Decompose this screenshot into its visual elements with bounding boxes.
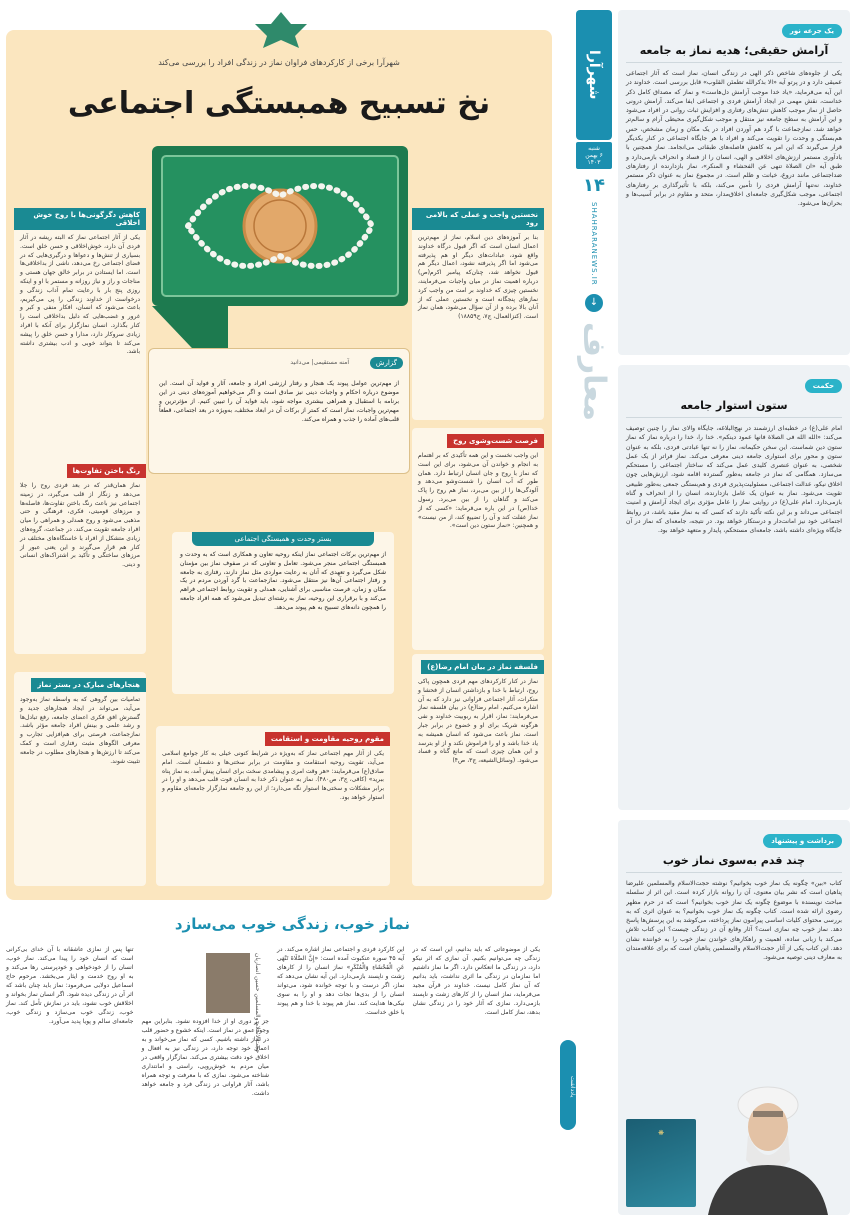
box-body: یکی از آثار اجتماعی نماز که البته ریشه در آثار فردی آن دارد، خوش‌اخلاقی و حسن خلق است. بسیاری از تنش‌ها و دعواها و درگیری‌هایی که در فضای اجتماعی رخ می‌دهد، ناشی از بداخلاقی‌ها است. اما ایستادن در برابر خالق جهان هستی و مناجات و راز و نیاز روزانه و مستمر با او و اینکه روزی پنج بار با رعایت تمام آداب زندگی و درخواست از خداوند زندگی را پی می‌گیریم، باعث می‌شود که انسان، افکار منفی و کبر و غرور و غضب‌هایی که دلیل بداخلاقی است را کنار بگذارد. انسان نمازگزار برای آنکه با افراد زیادی سروکار دارد، مدارا و حسن خلق را پیشه می‌کند تا بتواند خوبی و ادب بیشتری داشته باشد. — [20, 234, 140, 356]
box-body: نماز همان‌قدر که در بعد فردی روح را جلا می‌دهد و زنگار از قلب می‌گیرد، در زمینه اجتماعی نیز باعث رنگ باختن تفاوت‌ها، فاصله‌ها و مرزهای قومیتی، فکری، فرهنگی و حتی مذهبی می‌شود و روح همدلی و همراهی را میان افراد جامعه تقویت می‌کند. در جماعت، گروه‌های زیادی متشکل از افراد با خاستگاه‌های مختلف در کنار هم قرار می‌گیرند و این یعنی عبور از مرزهای ساختگی و تأکید بر اشتراک‌های انسانی و دینی. — [20, 482, 140, 569]
box-body: از مهم‌ترین برکات اجتماعی نماز اینکه روحیه تعاون و همکاری است که به وحدت و همبستگی اجتماعی منجر می‌شود. تعامل و تعاونی که در صفوف نماز بین مؤمنان شکل می‌گیرد و تعهدی که آنان به رعایت مواردی مثل نماز دارند، رفتاری به جامعه و رفتار اجتماعی آن‌ها نیز منتقل می‌شود. نمازجماعت با گرد آوردن مردم در یک مکان و زمان، فرصت مناسبی برای آشنایی، همدلی و تقویت روابط اجتماعی فراهم می‌کند و با برقراری این روحیه، نماز به رشته‌ای تبدیل می‌شود که همه افراد جامعه را همچون دانه‌های تسبیح به هم پیوند می‌دهد. — [180, 551, 386, 611]
issue-date — [576, 142, 612, 169]
brand-sidebar — [576, 10, 612, 900]
box-heading: رنگ باختن تفاوت‌ها — [67, 464, 146, 478]
arrow-down-icon: ↓ — [585, 294, 603, 312]
card-body: کتاب «بین» چگونه یک نماز خوب بخوانیم؟ نوشته حجت‌الاسلام والمسلمین علیرضا پناهیان است که نشر بیان معنوی، آن را روانه بازار کرده است. این اثر از سلسله مباحث نویسنده با موضوع چگونه یک نماز خوب بخوانیم؟ است که در حرم مطهر رضوی ارائه شده است. کتاب چگونه یک نماز خوب بخوانیم؟ به عنوان اثری که به بررسی محتوای کلیات اساسی پیرامون نماز پرداخته، می‌کوشد به این پرسش‌ها پاسخ دهد. نماز خوب چه نمازی است؟ آثار وقایع آن در زندگی چیست؟ این کتاب تلاش می‌کند با زبانی ساده، اهمیت و راهکارهای خواندن نماز خوب را به خواننده نشان دهد. این کتاب یکی از آثار حجت‌الاسلام والمسلمین پناهیان است که برای علاقه‌مندان به معارف دینی توصیه می‌شود. — [626, 880, 842, 962]
box-heading: فلسفه نماز در بیان امام رضا(ع) — [421, 660, 544, 674]
report-tag: گزارش — [370, 357, 403, 369]
card-title: چند قدم به‌سوی نماز خوب — [626, 854, 842, 873]
box-heading: بستر وحدت و همبستگی اجتماعی — [192, 532, 374, 546]
book-cover-image: ❋ — [626, 1119, 696, 1207]
box-body: یکی از آثار مهم اجتماعی نماز که به‌ویژه در شرایط کنونی خیلی به کار جوامع اسلامی می‌آید، تقویت روحیه استقامت و مقاومت در برابر سختی‌ها و دشمنان است. امام صادق(ع) می‌فرمایند: «هر وقت امری و پیشامدی سخت برای انسان پیش آمد، به نماز پناه ببرید» (کافی، ج۳، ص۴۸۰). نماز به عنوان ذکر خدا به انسان قوت قلب می‌دهد و او را در برابر مشکلات و سختی‌ها استوار نگه می‌دارد؛ از این رو جامعه نمازگزار جامعه‌ای مقاوم و استوار خواهد بود. — [162, 750, 384, 801]
article-column: جز بر دوری او از خدا افزوده نشود. بنابراین مهم وجود عمق در نماز است. اینکه خشوع و حضور قلب در نماز داشته باشیم. کسی که نماز می‌خواند و به اعمال خود توجه دارد، در زندگی نیز به افعال و اخلاق خود دقت بیشتری می‌کند. نمازگزار واقعی در میان مردم به خوش‌رویی، راستی و امانتداری شناخته می‌شود. نمازی که با معرفت و توجه همراه باشد، آثار فراوانی در زندگی فرد و جامعه خواهد داشت. — [141, 1018, 269, 1097]
ornament-icon — [251, 10, 311, 50]
bottom-article — [6, 905, 540, 1215]
box-fading-differences — [14, 458, 146, 654]
feature-title: نخ تسبیح همبستگی اجتماعی — [67, 86, 491, 121]
feature-subtitle: شهرآرا برخی از کارکردهای فراوان نماز در زندگی افراد را بررسی می‌کند — [158, 58, 400, 67]
logo-text: شهرآرا — [586, 50, 602, 100]
box-body: تمامیات بین گروهی که به واسطه نماز به‌وجود می‌آید، می‌تواند در ایجاد هنجارهای جدید و گسترش افق فکری اعضای جامعه، رفع تبادل‌ها و رشد علمی و بینش افراد جامعه مؤثر باشد. نمازجماعت، فرصتی برای هم‌افزایی تجارب و معرفی الگوهای مثبت رفتاری است و کمک می‌کند تا ارزش‌ها و هنجارهای مطلوب در جامعه تثبیت شوند. — [20, 696, 140, 765]
box-heading: مقوم روحیه مقاومت و استقامت — [265, 732, 390, 746]
article-columns — [6, 945, 540, 1215]
report-box — [148, 348, 410, 474]
box-imam-reza — [412, 654, 544, 886]
box-body: نماز در کنار کارکردهای مهم فردی همچون پاکی روح، ارتباط با خدا و بازداشتن انسان از فحشا و منکرات، آثار اجتماعی فراوانی نیز دارد که به آن اشاره می‌کنیم. امام رضا(ع) در بیان فلسفه نماز می‌فرمایند: نماز، اقرار به ربوبیت خداوند و نفی هرگونه شریک برای او و خضوع در برابر جبار است. نماز باعث می‌شود که انسان همیشه به یاد خدا باشد و او را فراموش نکند و از او بترسد و این همان چیزی است که مانع گناه و فساد می‌شود. (وسائل‌الشیعه، ج۳، ص۴) — [418, 678, 538, 765]
article-column: یکی از موضوعاتی که باید بدانیم، این است که در زندگی چه می‌توانیم بکنیم. آن نمازی که اثر نیکو دارد، در زندگی ما انعکاس دارد. اگر ما نماز داشتیم اما نمازمان در زندگی ما اثری نداشت، باید بدانیم که آن نماز کامل نیست. خداوند در قرآن مجید می‌فرماید، نماز انسان را از کارهای زشت و ناپسند بازمی‌دارد. نمازی که آثار خود را در زندگی نشان بدهد، نماز کامل است. — [412, 946, 540, 1016]
article-column: این کارکرد فردی و اجتماعی نماز اشاره می‌کند. در آیه ۴۵ سوره عنکبوت آمده است: «إِنَّ الصَّلَاةَ تَنْهَی عَنِ الْفَحْشَاءِ وَالْمُنْكَرِ» نماز انسان را از کارهای زشت و ناپسند بازمی‌دارد. این آیه نشان می‌دهد که نماز، اگر درست و با توجه خوانده شود، می‌تواند انسان را از بدی‌ها نجات دهد و او را به سوی نیکی‌ها هدایت کند. نماز هم پیوند با خدا و هم پیوند با خلق خداست. — [277, 946, 405, 1016]
memo-label: یادداشت — [560, 1040, 576, 1130]
card-body: یکی از جلوه‌های شاخص ذکر الهی در زندگی انسان، نماز است که آثار اجتماعی عمیقی دارد و در پرتو آیه «الا بذکرالله تطمئن القلوب» قابل بررسی است. خداوند در این آیه می‌فرماید، «یاد خدا موجب آرامش دل‌هاست» و نماز که مصداق کامل ذکر خداست، نقش مهمی در ایجاد آرامش فردی و اجتماعی ایفا می‌کند. آرامش درونی حاصل از نماز موجب کاهش تنش‌های رفتاری و افزایش ثبات روانی در افراد می‌شود و این آرامش به سطح جامعه نیز منتقل و موجب شکل‌گیری محیطی آرام و سالم‌تر خواهد شد. نمازجماعت با گرد هم آوردن افراد در یک مکان و زمان مشخص، حس هم‌بستگی و وحدت را تقویت می‌کند و افراد با هر جایگاه اجتماعی در کنار یکدیگر قرار می‌گیرند که این امر به کاهش فاصله‌های طبقاتی می‌انجامد. نماز همچنین با یادآوری مستمر ارزش‌های اخلاقی و الهی، انسان را از فساد و انحراف بازمی‌دارد و طبق آیه «ان الصلاة تنهی عن الفحشاء و المنکر»، نماز بازدارنده از رفتارهای ضداجتماعی مانند دروغ، خیانت و ظلم است. در مجموع نماز به عنوان ذکر مستمر خداوند، نه‌تنها آرامش فردی را تأمین می‌کند، بلکه با تأثیرگذاری بر رفتارهای اجتماعی، موجب شکل‌گیری جامعه‌ای اخلاق‌مدار، متحد و مقاوم در برابر آسیب‌ها و بحران‌ها می‌شود. — [626, 70, 842, 208]
article-column: تنها پس از نمازی عاشقانه با آن خدای بی‌کرانی است که انسان خود را پیدا می‌کند. نماز خوب، انسان را از خودخواهی و خودپرستی رها می‌کند و به او روح خدمت و ایثار می‌بخشد. مرحوم حاج اسماعیل دولابی می‌فرمود: نماز باید چنان باشد که اثر آن در زندگی دیده شود. اگر انسان نماز بخواند و اخلاقش خوب نشود، باید در نمازش تأمل کند. نماز خوب، زندگی خوب می‌سازد و زندگی خوب، جامعه‌ای سالم و پویا پدید می‌آورد. — [6, 946, 134, 1025]
article-title: نماز خوب، زندگی خوب می‌سازد — [174, 915, 410, 933]
feature-article — [6, 30, 552, 900]
card-title: آرامش حقیقی؛ هدیه نماز به جامعه — [626, 44, 842, 63]
section-title: معارف — [576, 321, 612, 421]
report-author: آمنه مستقیمی‌|‌ می‌دانید — [290, 359, 349, 366]
box-resistance — [156, 726, 390, 886]
right-column — [618, 10, 850, 1215]
box-unity — [172, 532, 394, 694]
column-card-peace — [618, 10, 850, 355]
box-blessed-norms — [14, 672, 146, 886]
issue-day: شنبه — [588, 145, 600, 152]
column-card-book — [618, 820, 850, 1215]
card-kicker: برداشت و پیشنهاد — [763, 834, 842, 848]
page-number: ۱۴ — [583, 175, 605, 196]
box-soul-washing — [412, 428, 544, 650]
newspaper-logo — [576, 10, 612, 140]
issue-date-text: ۶ بهمن ۱۴۰۳ — [585, 152, 603, 166]
box-heading: نخستین واجب و عملی که بالامی رود — [412, 208, 544, 230]
report-body: از مهم‌ترین عوامل پیوند یک هنجار و رفتار ارزشی افراد و جامعه، آثار و فواید آن است. این موضوع درباره احکام و واجبات دینی نیز صادق است و اگر می‌خواهیم آموزه‌های دینی در این برنامه با استقبال و همراهی بیشتری مواجه شود، باید فواید آن را تبیین کنیم. از مؤثرترین و مهم‌ترین واجبات، نماز است که کمتر از برکات آن در ابعاد مختلف، به‌ویژه در بعد اجتماعی، قطعاً قلب‌های آماده را جذب و همراه می‌کند. — [159, 380, 399, 423]
card-body: امام علی(ع) در خطبه‌ای ارزشمند در نهج‌البلاغه، جایگاه والای نماز را چنین توصیف می‌کند: «الله الله فی الصلاة فانها عمود دینکم». خدا را، خدا را درباره نماز که نماز ستون دین شماست. این سخن حکیمانه، نماز را نه تنها عبادتی فردی، بلکه به عنوان ستون و محور برای استواری جامعه دینی معرفی می‌کند. نماز فراتر از یک عمل شخصی، به عنوان عنصری کلیدی عمل می‌کند که ساختار اجتماعی را مستحکم می‌سازد. همگامی که نماز در جامعه به‌طور گسترده اقامه شود، ارزش‌هایی چون اخلاق نیکو، عدالت اجتماعی، مسئولیت‌پذیری فردی و هم‌بستگی جمعی به‌طور طبیعی تقویت می‌شود. نماز به عنوان یک عامل بازدارنده، انسان را از انحراف و گناه بازمی‌دارد. امام علی(ع) در روایتی نماز را عامل مؤثری برای ایجاد آرامش و امنیت اجتماعی می‌داند و بر این نکته تأکید دارند که کسی که به نماز مقید باشد، در روابط اجتماعی خود نیز امانت‌دار و درستکار خواهد بود. در نتیجه، جامعه‌ای که نماز در آن جایگاه ویژه‌ای داشته باشد، جامعه‌ای مستحکم، پایدار و متعهد خواهد بود. — [626, 425, 842, 535]
box-body: بنا بر آموزه‌های دین اسلام، نماز از مهم‌ترین اعمال انسان است که اگر قبول درگاه خداوند واقع شود، عبادات‌های دیگر او هم پذیرفته می‌شود اما اگر پذیرفته نشود، اعمال دیگر هم قبول نخواهد شد، چنان‌که پیامبر اکرم(ص) درباره اهمیت نماز در میان واجبات می‌فرمایند، نخستین چیزی که خداوند بر امت من واجب کرد نمازهای پنجگانه است و نخستین عملی که از آنان بالا برده و از آن سؤال می‌شود، همان نماز است. (کنزالعمال، ج۷، ح۱۸۸۵۹) — [418, 234, 538, 321]
box-heading: فرصت شست‌وشوی روح — [447, 434, 544, 448]
box-body: این واجب نخست و این همه تأکیدی که بر اهتمام به انجام و خواندن آن می‌شود، برای این است که نماز با روح و جان انسان ارتباط دارد. همان طور که آب انسان را شست‌وشو می‌دهد و آلودگی‌ها را از بین می‌برد، نماز هم روح را پاک می‌کند و گناهان را از بین می‌برد. رسول خدا(ص) در این باره می‌فرماید: «کسی که از نماز غفلت کند و آن را تضییع کند، از من نیست» و همچنین: «نماز ستون دین است». — [418, 452, 538, 530]
author-portrait-image — [698, 1065, 838, 1215]
card-kicker: حکمت — [805, 379, 842, 393]
box-first-obligation — [412, 208, 544, 420]
box-heading: هنجارهای مبارک در بستر نماز — [31, 678, 146, 692]
card-kicker: یک جرعه نور — [782, 24, 842, 38]
author-name: حجت‌الاسلام والمسلمین حسین انصاریان — [254, 953, 261, 1054]
card-title: ستون استوار جامعه — [626, 399, 842, 418]
box-good-temper — [14, 208, 146, 466]
column-card-wisdom — [618, 365, 850, 810]
box-heading: کاهش دگرگونی‌ها با روح خوش اخلاقی — [14, 208, 146, 230]
site-url: SHAHRARANEWS.IR — [590, 202, 598, 286]
